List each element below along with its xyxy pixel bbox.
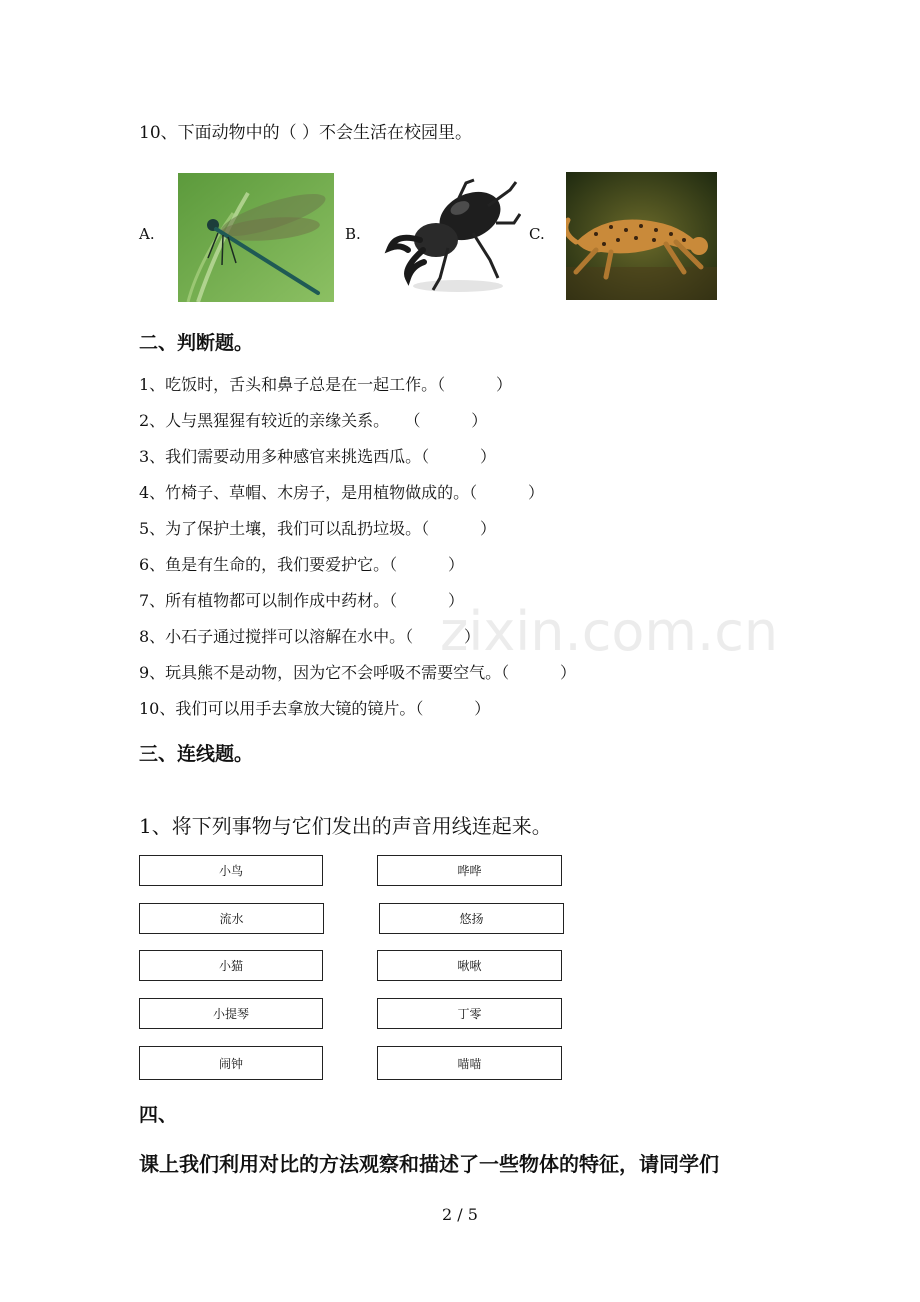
judgment-item-7: 7、所有植物都可以制作成中药材。（ ） — [139, 591, 465, 610]
judgment-item-9: 9、玩具熊不是动物，因为它不会呼吸不需要空气。（ ） — [139, 663, 577, 682]
section-4-title: 四、 — [139, 1104, 178, 1126]
judgment-item-4: 4、竹椅子、草帽、木房子，是用植物做成的。（ ） — [139, 483, 545, 502]
match-right-5[interactable]: 喵喵 — [377, 1046, 562, 1080]
section-4-text: 课上我们利用对比的方法观察和描述了一些物体的特征，请同学们 — [139, 1152, 719, 1176]
match-right-3[interactable]: 啾啾 — [377, 950, 562, 981]
judgment-item-2: 2、人与黑猩猩有较近的亲缘关系。 （ ） — [139, 411, 488, 430]
option-c-label: C. — [529, 225, 545, 243]
question-10: 10、下面动物中的（ ）不会生活在校园里。 — [139, 123, 473, 143]
matching-instruction: 1、将下列事物与它们发出的声音用线连起来。 — [139, 814, 552, 838]
judgment-item-3: 3、我们需要动用多种感官来挑选西瓜。（ ） — [139, 447, 497, 466]
page-number: 2 / 5 — [442, 1205, 478, 1224]
judgment-item-1: 1、吃饭时，舌头和鼻子总是在一起工作。（ ） — [139, 375, 513, 394]
section-3-title: 三、连线题。 — [139, 743, 254, 765]
judgment-item-10: 10、我们可以用手去拿放大镜的镜片。（ ） — [139, 699, 491, 718]
match-left-2[interactable]: 流水 — [139, 903, 324, 934]
match-right-2[interactable]: 悠扬 — [379, 903, 564, 934]
match-left-5[interactable]: 闹钟 — [139, 1046, 323, 1080]
beetle-image — [378, 178, 521, 298]
judgment-item-6: 6、鱼是有生命的，我们要爱护它。（ ） — [139, 555, 465, 574]
match-right-1[interactable]: 哗哗 — [377, 855, 562, 886]
match-right-4[interactable]: 丁零 — [377, 998, 562, 1029]
judgment-item-5: 5、为了保护土壤，我们可以乱扔垃圾。（ ） — [139, 519, 497, 538]
cheetah-image — [566, 172, 717, 300]
judgment-item-8: 8、小石子通过搅拌可以溶解在水中。（ ） — [139, 627, 481, 646]
watermark: zixin.com.cn — [440, 600, 779, 663]
option-a-label: A. — [139, 225, 155, 243]
dragonfly-image — [178, 173, 334, 302]
option-b-label: B. — [345, 225, 361, 243]
match-left-4[interactable]: 小提琴 — [139, 998, 323, 1029]
match-left-1[interactable]: 小鸟 — [139, 855, 323, 886]
section-2-title: 二、判断题。 — [139, 332, 254, 354]
match-left-3[interactable]: 小猫 — [139, 950, 323, 981]
